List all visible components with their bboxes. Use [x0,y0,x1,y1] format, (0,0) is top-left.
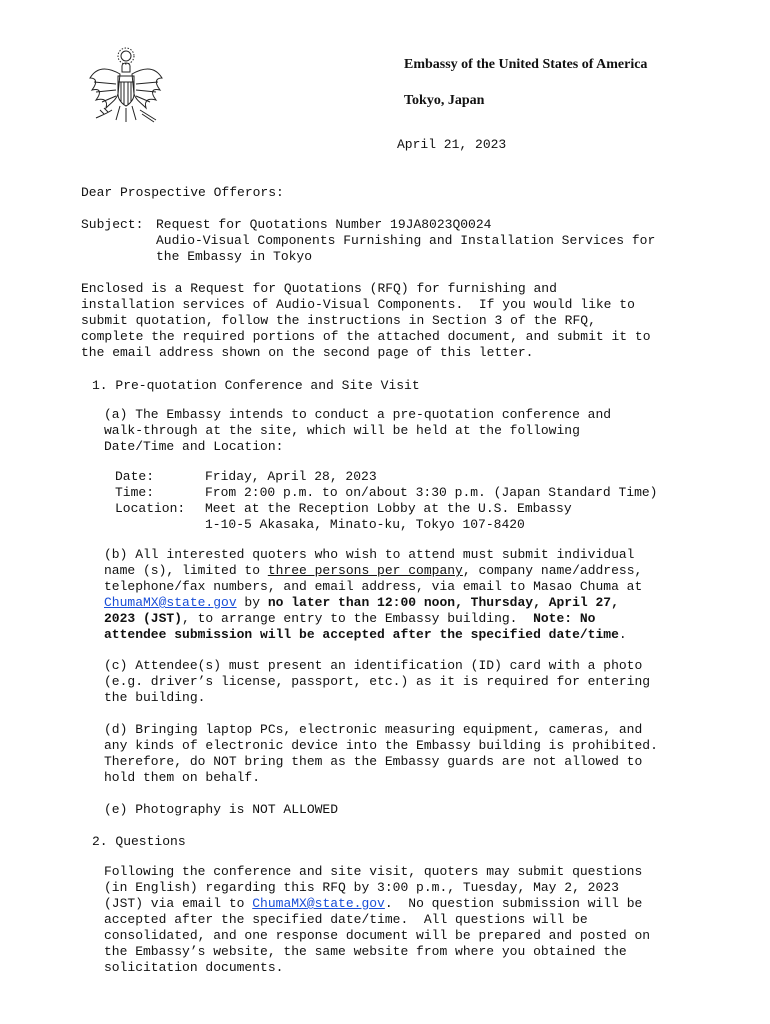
text-line: Date/Time and Location: [104,439,284,454]
text-line [104,563,642,579]
text-line: the Embassy’s website, the same website from where you obtained the [104,944,627,959]
text-line: any kinds of electronic device into the Embassy building is prohibited. [104,738,658,753]
subject-label: Subject: [81,217,144,232]
text-line: installation services of Audio-Visual Components. If you would like to [81,297,635,312]
text-line: (a) The Embassy intends to conduct a pre-quotation conference and [104,407,612,422]
text-line: (c) Attendee(s) must present an identification (ID) card with a photo [104,658,643,673]
section-heading-2: 2. Questions [92,834,186,849]
text-line: (b) All interested quoters who wish to attend must submit individual [104,547,635,562]
paragraph-d [104,722,658,786]
subject-line: the Embassy in Tokyo [156,249,313,264]
embassy-city: Tokyo, Japan [404,93,485,108]
text-span: , to arrange entry to the Embassy building. [182,611,534,626]
email-link[interactable]: ChumaMX@state.gov [252,896,385,911]
paragraph-c [104,658,650,706]
text-line: Following the conference and site visit, quoters may submit questions [104,864,643,879]
subject-line: Request for Quotations Number 19JA8023Q0024 [156,217,492,232]
text-span: (JST) via email to [104,896,253,911]
salutation: Dear Prospective Offerors: [81,185,284,200]
text-line: (d) Bringing laptop PCs, electronic measuring equipment, cameras, and [104,722,643,737]
text-span: name (s), limited to [104,563,268,578]
text-line: submit quotation, follow the instructions in Section 3 of the RFQ, [81,313,596,328]
text-line: telephone/fax numbers, and email address, via email to Masao Chuma at [104,579,643,594]
text-line: Therefore, do NOT bring them as the Embassy guards are not allowed to [104,754,643,769]
note-label: Note: No [533,611,596,626]
questions-paragraph [104,864,650,976]
letter-date: April 21, 2023 [397,137,507,152]
paragraph-a [104,407,611,455]
text-line: consolidated, and one response document will be prepared and posted on [104,928,651,943]
note-text: attendee submission will be accepted after the specified date/time [104,627,619,642]
date-label: Date: [115,469,155,484]
text-span: . No question submission will be [384,896,643,911]
text-span: by [236,595,268,610]
deadline-text: 2023 (JST) [104,611,183,626]
text-line: accepted after the specified date/time. All questions will be [104,912,588,927]
text-line: hold them on behalf. [104,770,261,785]
email-link[interactable]: ChumaMX@state.gov [104,595,237,610]
text-line: the building. [104,690,206,705]
text-line: Enclosed is a Request for Quotations (RFQ) for furnishing and [81,281,557,296]
text-line: walk-through at the site, which will be held at the following [104,423,580,438]
paragraph-b [104,547,642,643]
location-value: Meet at the Reception Lobby at the U.S. Embassy [205,501,572,516]
time-value: From 2:00 p.m. to on/about 3:30 p.m. (Japan Standard Time) [205,485,658,500]
great-seal-icon [86,44,166,126]
attendee-limit: three persons per company [267,563,463,578]
deadline-text: no later than 12:00 noon, Thursday, April 27, [267,595,619,610]
section-heading-1: 1. Pre-quotation Conference and Site Visit [92,378,420,393]
subject-line: Audio-Visual Components Furnishing and Installation Services for [156,233,656,248]
text-span: , company name/address, [462,563,643,578]
text-line: (in English) regarding this RFQ by 3:00 p.m., Tuesday, May 2, 2023 [104,880,619,895]
text-line: the email address shown on the second page of this letter. [81,345,534,360]
date-value: Friday, April 28, 2023 [205,469,377,484]
location-label: Location: [115,501,186,516]
text-line [104,595,642,611]
text-line [104,627,642,643]
text-line [104,896,650,912]
time-label: Time: [115,485,155,500]
text-line: solicitation documents. [104,960,284,975]
text-line: (e.g. driver’s license, passport, etc.) as it is required for entering [104,674,651,689]
embassy-name: Embassy of the United States of America [404,57,648,72]
intro-paragraph [81,281,651,361]
paragraph-e: (e) Photography is NOT ALLOWED [104,802,339,817]
text-span: . [618,627,627,642]
location-address: 1-10-5 Akasaka, Minato-ku, Tokyo 107-8420 [205,517,525,532]
text-line [104,611,642,627]
text-line: complete the required portions of the attached document, and submit it to [81,329,651,344]
